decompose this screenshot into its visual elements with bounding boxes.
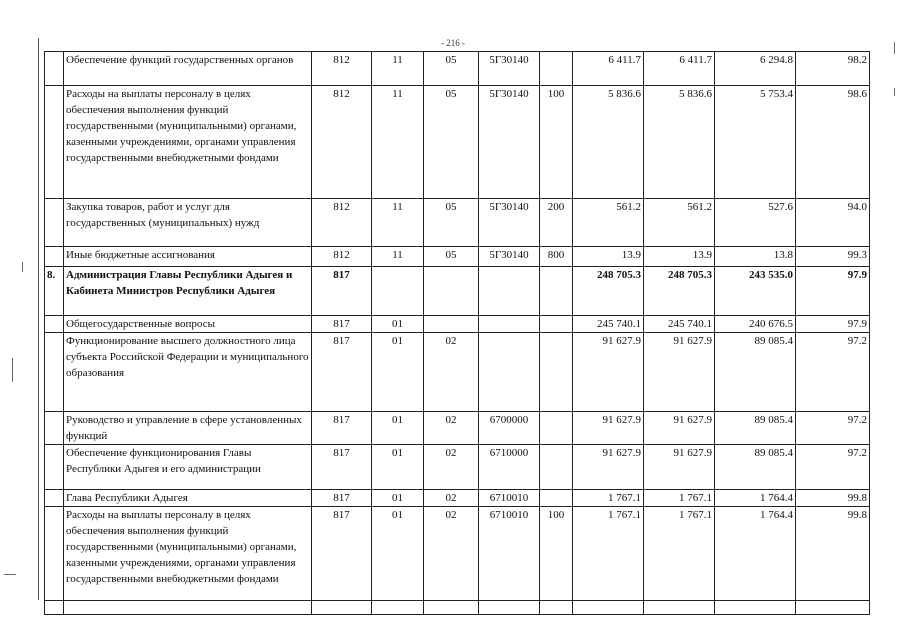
execution-percent: 99.8 bbox=[796, 507, 870, 615]
refined-amount: 248 705.3 bbox=[644, 267, 715, 316]
table-row bbox=[45, 507, 870, 615]
target-article-code: 5Г30140 bbox=[479, 86, 540, 199]
budget-table-body bbox=[45, 52, 870, 615]
execution-percent: 99.3 bbox=[796, 247, 870, 267]
table-row bbox=[45, 490, 870, 507]
ministry-code: 817 bbox=[312, 412, 372, 445]
expense-type-code: 800 bbox=[540, 247, 573, 267]
target-article-code: 5Г30140 bbox=[479, 247, 540, 267]
item-name: Руководство и управление в сфере установленных функций bbox=[64, 412, 312, 445]
executed-amount: 89 085.4 bbox=[715, 333, 796, 412]
row-number bbox=[45, 490, 64, 507]
refined-amount: 91 627.9 bbox=[644, 412, 715, 445]
ministry-code: 812 bbox=[312, 199, 372, 247]
target-article-code: 6700000 bbox=[479, 412, 540, 445]
item-name: Закупка товаров, работ и услуг для государственных (муниципальных) нужд bbox=[64, 199, 312, 247]
target-article-code: 5Г30140 bbox=[479, 199, 540, 247]
execution-percent: 97.2 bbox=[796, 412, 870, 445]
page-number: - 216 - bbox=[441, 38, 465, 48]
approved-amount: 5 836.6 bbox=[573, 86, 644, 199]
refined-amount: 1 767.1 bbox=[644, 490, 715, 507]
refined-amount: 1 767.1 bbox=[644, 507, 715, 615]
target-article-code bbox=[479, 333, 540, 412]
row-number bbox=[45, 412, 64, 445]
table-row bbox=[45, 267, 870, 316]
executed-amount: 13.8 bbox=[715, 247, 796, 267]
approved-amount: 1 767.1 bbox=[573, 490, 644, 507]
executed-amount: 89 085.4 bbox=[715, 445, 796, 490]
table-row bbox=[45, 333, 870, 412]
ministry-code: 817 bbox=[312, 490, 372, 507]
section-code bbox=[372, 267, 424, 316]
subsection-code: 02 bbox=[424, 507, 479, 615]
execution-percent: 98.2 bbox=[796, 52, 870, 86]
subsection-code: 02 bbox=[424, 490, 479, 507]
ministry-code: 817 bbox=[312, 445, 372, 490]
ministry-code: 812 bbox=[312, 52, 372, 86]
section-code: 11 bbox=[372, 247, 424, 267]
row-number: 8. bbox=[45, 267, 64, 316]
subsection-code: 02 bbox=[424, 445, 479, 490]
item-name: Расходы на выплаты персоналу в целях обеспечения выполнения функций государственными (муниципальными) органами, казенными учреждениями, органами управления государственными внебюджетными фондами bbox=[64, 86, 312, 199]
table-row bbox=[45, 316, 870, 333]
approved-amount: 13.9 bbox=[573, 247, 644, 267]
table-row bbox=[45, 52, 870, 86]
expense-type-code bbox=[540, 267, 573, 316]
row-number bbox=[45, 507, 64, 615]
expense-type-code: 100 bbox=[540, 507, 573, 615]
subsection-code: 05 bbox=[424, 247, 479, 267]
subsection-code: 05 bbox=[424, 199, 479, 247]
expense-type-code bbox=[540, 412, 573, 445]
row-number bbox=[45, 333, 64, 412]
ministry-code: 812 bbox=[312, 86, 372, 199]
subsection-code: 05 bbox=[424, 86, 479, 199]
execution-percent: 98.6 bbox=[796, 86, 870, 199]
executed-amount: 243 535.0 bbox=[715, 267, 796, 316]
executed-amount: 240 676.5 bbox=[715, 316, 796, 333]
section-code: 01 bbox=[372, 507, 424, 615]
refined-amount: 5 836.6 bbox=[644, 86, 715, 199]
scan-mark bbox=[12, 358, 13, 382]
scan-mark bbox=[894, 88, 895, 96]
row-number bbox=[45, 199, 64, 247]
executed-amount: 6 294.8 bbox=[715, 52, 796, 86]
subsection-code: 02 bbox=[424, 412, 479, 445]
table-row bbox=[45, 247, 870, 267]
scan-mark bbox=[894, 42, 895, 54]
execution-percent: 97.2 bbox=[796, 333, 870, 412]
target-article-code: 6710010 bbox=[479, 507, 540, 615]
section-code: 11 bbox=[372, 86, 424, 199]
approved-amount: 6 411.7 bbox=[573, 52, 644, 86]
target-article-code bbox=[479, 316, 540, 333]
execution-percent: 99.8 bbox=[796, 490, 870, 507]
item-name: Расходы на выплаты персоналу в целях обеспечения выполнения функций государственными (муниципальными) органами, казенными учреждениями, органами управления государственными внебюджетными фондами bbox=[64, 507, 312, 615]
budget-table bbox=[44, 51, 870, 615]
executed-amount: 527.6 bbox=[715, 199, 796, 247]
ministry-code: 817 bbox=[312, 316, 372, 333]
refined-amount: 13.9 bbox=[644, 247, 715, 267]
section-code: 01 bbox=[372, 445, 424, 490]
target-article-code: 6710010 bbox=[479, 490, 540, 507]
refined-amount: 561.2 bbox=[644, 199, 715, 247]
row-number bbox=[45, 247, 64, 267]
row-number bbox=[45, 86, 64, 199]
subsection-code bbox=[424, 316, 479, 333]
execution-percent: 97.9 bbox=[796, 316, 870, 333]
ministry-code: 812 bbox=[312, 247, 372, 267]
row-number bbox=[45, 52, 64, 86]
table-row bbox=[45, 412, 870, 445]
subsection-code: 05 bbox=[424, 52, 479, 86]
target-article-code: 5Г30140 bbox=[479, 52, 540, 86]
table-row bbox=[45, 445, 870, 490]
subsection-code bbox=[424, 267, 479, 316]
table-row bbox=[45, 199, 870, 247]
expense-type-code bbox=[540, 333, 573, 412]
refined-amount: 91 627.9 bbox=[644, 333, 715, 412]
section-code: 01 bbox=[372, 316, 424, 333]
table-bottom-border bbox=[44, 600, 869, 601]
item-name: Функционирование высшего должностного лица субъекта Российской Федерации и муниципального образования bbox=[64, 333, 312, 412]
item-name: Обеспечение функций государственных органов bbox=[64, 52, 312, 86]
item-name: Администрация Главы Республики Адыгея и Кабинета Министров Республики Адыгея bbox=[64, 267, 312, 316]
executed-amount: 89 085.4 bbox=[715, 412, 796, 445]
execution-percent: 97.2 bbox=[796, 445, 870, 490]
table-row bbox=[45, 86, 870, 199]
subsection-code: 02 bbox=[424, 333, 479, 412]
approved-amount: 561.2 bbox=[573, 199, 644, 247]
expense-type-code: 100 bbox=[540, 86, 573, 199]
expense-type-code bbox=[540, 316, 573, 333]
target-article-code: 6710000 bbox=[479, 445, 540, 490]
approved-amount: 1 767.1 bbox=[573, 507, 644, 615]
expense-type-code bbox=[540, 490, 573, 507]
executed-amount: 1 764.4 bbox=[715, 490, 796, 507]
approved-amount: 248 705.3 bbox=[573, 267, 644, 316]
item-name: Иные бюджетные ассигнования bbox=[64, 247, 312, 267]
section-code: 01 bbox=[372, 412, 424, 445]
ministry-code: 817 bbox=[312, 507, 372, 615]
item-name: Общегосударственные вопросы bbox=[64, 316, 312, 333]
ministry-code: 817 bbox=[312, 267, 372, 316]
scan-border-line bbox=[38, 38, 39, 600]
execution-percent: 97.9 bbox=[796, 267, 870, 316]
executed-amount: 1 764.4 bbox=[715, 507, 796, 615]
section-code: 01 bbox=[372, 333, 424, 412]
section-code: 01 bbox=[372, 490, 424, 507]
approved-amount: 91 627.9 bbox=[573, 445, 644, 490]
section-code: 11 bbox=[372, 199, 424, 247]
approved-amount: 91 627.9 bbox=[573, 333, 644, 412]
expense-type-code bbox=[540, 445, 573, 490]
execution-percent: 94.0 bbox=[796, 199, 870, 247]
executed-amount: 5 753.4 bbox=[715, 86, 796, 199]
row-number bbox=[45, 316, 64, 333]
refined-amount: 6 411.7 bbox=[644, 52, 715, 86]
scan-mark bbox=[22, 262, 23, 272]
refined-amount: 245 740.1 bbox=[644, 316, 715, 333]
item-name: Глава Республики Адыгея bbox=[64, 490, 312, 507]
expense-type-code: 200 bbox=[540, 199, 573, 247]
approved-amount: 245 740.1 bbox=[573, 316, 644, 333]
approved-amount: 91 627.9 bbox=[573, 412, 644, 445]
expense-type-code bbox=[540, 52, 573, 86]
scan-mark bbox=[4, 574, 16, 575]
section-code: 11 bbox=[372, 52, 424, 86]
item-name: Обеспечение функционирования Главы Республики Адыгея и его администрации bbox=[64, 445, 312, 490]
ministry-code: 817 bbox=[312, 333, 372, 412]
refined-amount: 91 627.9 bbox=[644, 445, 715, 490]
target-article-code bbox=[479, 267, 540, 316]
row-number bbox=[45, 445, 64, 490]
